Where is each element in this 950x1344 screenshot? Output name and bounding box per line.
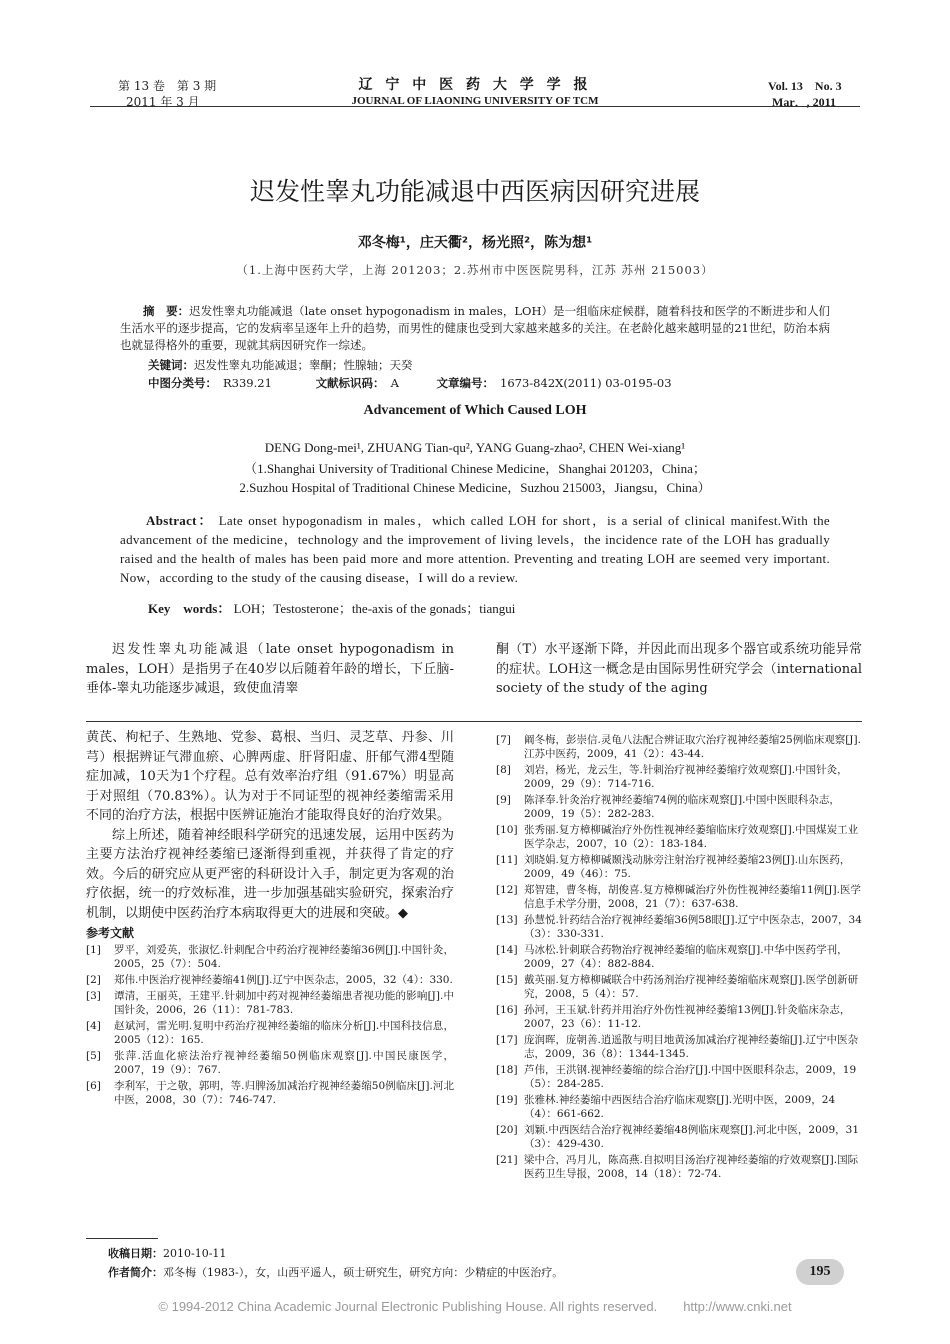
reference-text: 孙河，王玉斌.针药并用治疗外伤性视神经萎缩13例[J].针灸临床杂志，2007，23（6）：11-12. bbox=[524, 1004, 851, 1030]
reference-item bbox=[496, 853, 864, 881]
classification-row bbox=[148, 375, 678, 392]
reference-number: [6] bbox=[86, 1080, 101, 1092]
references-title: 参考文献 bbox=[86, 926, 135, 940]
keywords-cn-label: 关键词： bbox=[148, 358, 194, 372]
class-value: R339.21 bbox=[223, 376, 272, 390]
reference-item bbox=[496, 733, 864, 761]
reference-item bbox=[496, 1153, 864, 1181]
reference-text: 马冰松.针刺联合药物治疗视神经萎缩的临床观察[J].中华中医药学刊，2009，27（4）：882-884. bbox=[524, 944, 848, 970]
received-value: 2010-10-11 bbox=[163, 1247, 227, 1260]
date-en: Mar．, 2011 bbox=[772, 95, 836, 109]
reference-number: [19] bbox=[496, 1094, 518, 1106]
reference-number: [18] bbox=[496, 1064, 518, 1076]
reference-text: 刘颖.中西医结合治疗视神经萎缩48例临床观察[J].河北中医，2009，31（3）：429-430. bbox=[524, 1124, 860, 1150]
reference-number: [16] bbox=[496, 1004, 518, 1016]
bio-text: 邓冬梅（1983-），女，山西平遥人，硕士研究生，研究方向：少精症的中医治疗。 bbox=[163, 1266, 564, 1279]
english-authors: DENG Dong-mei¹, ZHUANG Tian-qu², YANG Guang-zhao², CHEN Wei-xiang¹ bbox=[264, 440, 686, 455]
abstract-cn-label: 摘 要： bbox=[143, 304, 190, 318]
reference-item bbox=[496, 823, 864, 851]
reference-item bbox=[496, 973, 864, 1001]
reference-number: [2] bbox=[86, 974, 101, 986]
article-no-label: 文章编号： bbox=[436, 376, 495, 390]
reference-item bbox=[86, 1019, 454, 1047]
reference-number: [14] bbox=[496, 944, 518, 956]
reference-text: 罗平，刘爱英，张淑忆.针刺配合中药治疗视神经萎缩36例[J].中国针灸，2005，25（7）：504. bbox=[114, 944, 454, 970]
reference-text: 庞润晖，庞朝善.逍遥散与明目地黄汤加减治疗视神经萎缩[J].辽宁中医杂志，2009，36（8）：1344-1345. bbox=[524, 1034, 859, 1060]
reference-text: 陈泽奉.针灸治疗视神经萎缩74例的临床观察[J].中国中医眼科杂志，2009，19（5）：282-283. bbox=[524, 794, 840, 820]
class-label: 中图分类号： bbox=[148, 376, 217, 390]
reference-text: 芦伟，王洪钢.视神经萎缩的综合治疗[J].中国中医眼科杂志，2009，19（5）：284-285. bbox=[524, 1064, 857, 1090]
reference-text: 戴英丽.复方樟柳碱联合中药汤剂治疗视神经萎缩临床观察[J].医学创新研究，2008，5（4）：57. bbox=[524, 974, 859, 1000]
article-affiliation: （1.上海中医药大学，上海 201203；2.苏州市中医医院男科，江苏 苏州 215003） bbox=[236, 263, 714, 277]
reference-item bbox=[496, 943, 864, 971]
references-left bbox=[86, 943, 454, 1107]
reference-number: [5] bbox=[86, 1050, 101, 1062]
received-label: 收稿日期： bbox=[108, 1247, 163, 1260]
reference-number: [21] bbox=[496, 1154, 518, 1166]
reference-item bbox=[86, 1079, 454, 1107]
footnote-rule bbox=[86, 1238, 158, 1239]
english-affiliation-1: （1.Shanghai University of Traditional Chinese Medicine，Shanghai 201203，China； bbox=[244, 461, 706, 476]
reference-item bbox=[86, 973, 454, 987]
english-keywords-label: Key words： bbox=[148, 601, 231, 616]
reference-number: [3] bbox=[86, 990, 101, 1002]
reference-number: [8] bbox=[496, 764, 511, 776]
reference-number: [12] bbox=[496, 884, 518, 896]
body-paragraph-2: 综上所述，随着神经眼科学研究的迅速发展，运用中医药为主要方法治疗视神经萎缩已逐渐得到重视，并获得了肯定的疗效。今后的研究应从更严密的科研设计入手，制定更为客观的治疗依据，统一的疗效标准，进一步加强基础实验研究，探索治疗机制，以期使中医药治疗本病取得更大的进展和突破。◆ bbox=[86, 827, 454, 921]
copyright-footer: © 1994-2012 China Academic Journal Electronic Publishing House. All rights reserved. http://www.cnki.net bbox=[158, 1299, 792, 1314]
reference-text: 谭清，王丽英，王建平.针刺加中药对视神经萎缩患者视功能的影响[J].中国针灸，2006，26（11）：781-783. bbox=[114, 990, 454, 1016]
english-affiliation bbox=[0, 459, 950, 497]
reference-item bbox=[496, 763, 864, 791]
conclusion-column bbox=[86, 728, 454, 1107]
reference-text: 刘晓娟.复方樟柳碱颞浅动脉旁注射治疗视神经萎缩23例[J].山东医药，2009，49（46）：75. bbox=[524, 854, 851, 880]
reference-item bbox=[496, 1003, 864, 1031]
english-keywords bbox=[148, 598, 515, 617]
english-abstract-label: Abstract： bbox=[146, 513, 214, 528]
reference-item bbox=[496, 1033, 864, 1061]
date-cn: 2011 年 3 月 bbox=[126, 95, 200, 109]
reference-item bbox=[496, 1063, 864, 1091]
reference-item bbox=[86, 989, 454, 1017]
received-date bbox=[108, 1246, 226, 1262]
reference-number: [11] bbox=[496, 854, 518, 866]
reference-text: 郑智建，曹冬梅，胡俊喜.复方樟柳碱治疗外伤性视神经萎缩11例[J].医学信息手术学分册，2008，21（7）：637-638. bbox=[524, 884, 861, 910]
english-keywords-text: LOH；Testosterone；the-axis of the gonads；tiangui bbox=[233, 601, 516, 616]
reference-text: 张秀丽.复方樟柳碱治疗外伤性视神经萎缩临床疗效观察[J].中国煤炭工业医学杂志，2007，10（2）：183-184. bbox=[524, 824, 859, 850]
keywords-cn bbox=[148, 357, 838, 374]
keywords-cn-text: 迟发性睾丸功能减退；睾酮；性腺轴；天癸 bbox=[194, 358, 413, 372]
author-bio bbox=[108, 1265, 563, 1281]
reference-text: 张雅林.神经萎缩中西医结合治疗临床观察[J].光明中医，2009，24（4）：661-662. bbox=[524, 1094, 836, 1120]
reference-item bbox=[496, 1123, 864, 1151]
intro-right: 酮（T）水平逐渐下降，并因此而出现多个器官或系统功能异常的症状。LOH这一概念是由国际男性研究学会（international society of the study of the aging bbox=[496, 642, 862, 696]
header-rule bbox=[90, 106, 860, 107]
doc-label: 文献标识码： bbox=[315, 376, 385, 390]
abstract-cn-text: 迟发性睾丸功能减退（late onset hypogonadism in males，LOH）是一组临床症候群，随着科技和医学的不断进步和人们生活水平的逐步提高，它的发病率呈逐年上升的趋势，而男性的健康也受到大家越来越多的关注。在老龄化越来越明显的21世纪，防治本病也就显得格外的重要，现就其病因研究作一综述。 bbox=[120, 304, 830, 352]
journal-name-cn: 辽 宁 中 医 药 大 学 学 报 bbox=[358, 77, 592, 93]
journal-name-en: JOURNAL OF LIAONING UNIVERSITY OF TCM bbox=[351, 95, 599, 107]
reference-item bbox=[496, 1093, 864, 1121]
volume-issue-cn: 第 13 卷 第 3 期 bbox=[118, 79, 217, 93]
reference-text: 李利军，于之敬，郭明，等.归脾汤加减治疗视神经萎缩50例临床[J].河北中医，2008，30（7）：746-747. bbox=[114, 1080, 454, 1106]
english-affiliation-2: 2.Suzhou Hospital of Traditional Chinese Medicine，Suzhou 215003，Jiangsu，China） bbox=[239, 480, 711, 495]
reference-item bbox=[86, 1049, 454, 1077]
article-authors: 邓冬梅¹，庄天衢²，杨光照²，陈为想¹ bbox=[357, 235, 593, 251]
reference-number: [9] bbox=[496, 794, 511, 806]
references-right bbox=[496, 731, 864, 1181]
doc-value: A bbox=[390, 376, 399, 390]
reference-number: [15] bbox=[496, 974, 518, 986]
intro-left: 迟发性睾丸功能减退（late onset hypogonadism in males，LOH）是指男子在40岁以后随着年龄的增长，下丘脑-垂体-睾丸功能逐步减退，致使血清睾 bbox=[86, 642, 454, 696]
reference-item bbox=[496, 883, 864, 911]
reference-number: [13] bbox=[496, 914, 518, 926]
volume-issue-en: Vol. 13 No. 3 bbox=[768, 79, 842, 93]
reference-item bbox=[86, 943, 454, 971]
english-abstract-text: Late onset hypogonadism in males，which called LOH for short，is a serial of clinical manifest.With the advancement of the medicine，technology and the improvement of living levels，the incidence rate of the LOH has gradually raised and the health of males has been paid more and more attention. Preventing and treating LOH are seemed very important. Now，according to the study of the causing disease，I will do a review. bbox=[120, 513, 831, 585]
page-number: 195 bbox=[796, 1259, 844, 1285]
reference-text: 梁中合，冯月儿，陈高燕.自拟明目汤治疗视神经萎缩的疗效观察[J].国际医药卫生导报，2008，14（18）：72-74. bbox=[524, 1154, 859, 1180]
abstract-cn bbox=[120, 303, 830, 354]
body-paragraph-1: 黄芪、枸杞子、生熟地、党参、葛根、当归、灵芝草、丹参、川芎）根据辨证气滞血瘀、心脾两虚、肝肾阳虚、肝郁气滞4型随症加减，10天为1个疗程。总有效率治疗组（91.67%）明显高于对照组（70.83%）。认为对于不同证型的视神经萎缩需采用不同的治疗方法，根据中医辨证施治才能取得良好的治疗效果。 bbox=[86, 730, 454, 823]
bio-label: 作者简介： bbox=[108, 1266, 163, 1279]
english-abstract bbox=[120, 511, 830, 587]
reference-number: [1] bbox=[86, 944, 101, 956]
reference-item bbox=[496, 913, 864, 941]
reference-number: [10] bbox=[496, 824, 518, 836]
reference-text: 阚冬梅，彭崇信.灵龟八法配合辨证取穴治疗视神经萎缩25例临床观察[J].江苏中医药，2009，41（2）：43-44. bbox=[524, 734, 861, 760]
page-splice-rule bbox=[86, 721, 862, 722]
reference-text: 刘岩，杨光，龙云生，等.针刺治疗视神经萎缩疗效观察[J].中国针灸，2009，29（9）：714-716. bbox=[524, 764, 848, 790]
reference-number: [20] bbox=[496, 1124, 518, 1136]
reference-text: 赵斌河，雷光明.复明中药治疗视神经萎缩的临床分析[J].中国科技信息，2005（12）：165. bbox=[114, 1020, 454, 1046]
reference-number: [7] bbox=[496, 734, 511, 746]
article-no-value: 1673-842X(2011) 03-0195-03 bbox=[500, 376, 672, 390]
reference-text: 郑伟.中医治疗视神经萎缩41例[J].辽宁中医杂志，2005，32（4）：330. bbox=[114, 974, 453, 986]
reference-number: [17] bbox=[496, 1034, 518, 1046]
reference-text: 张萍.活血化瘀法治疗视神经萎缩50例临床观察[J].中国民康医学，2007，19（9）：767. bbox=[114, 1050, 454, 1076]
reference-item bbox=[496, 793, 864, 821]
article-title: 迟发性睾丸功能减退中西医病因研究进展 bbox=[249, 177, 700, 206]
english-title: Advancement of Which Caused LOH bbox=[363, 403, 587, 418]
reference-number: [4] bbox=[86, 1020, 101, 1032]
reference-text: 孙慧悦.针药结合治疗视神经萎缩36例58眼[J].辽宁中医杂志，2007，34（3）：330-331. bbox=[524, 914, 862, 940]
